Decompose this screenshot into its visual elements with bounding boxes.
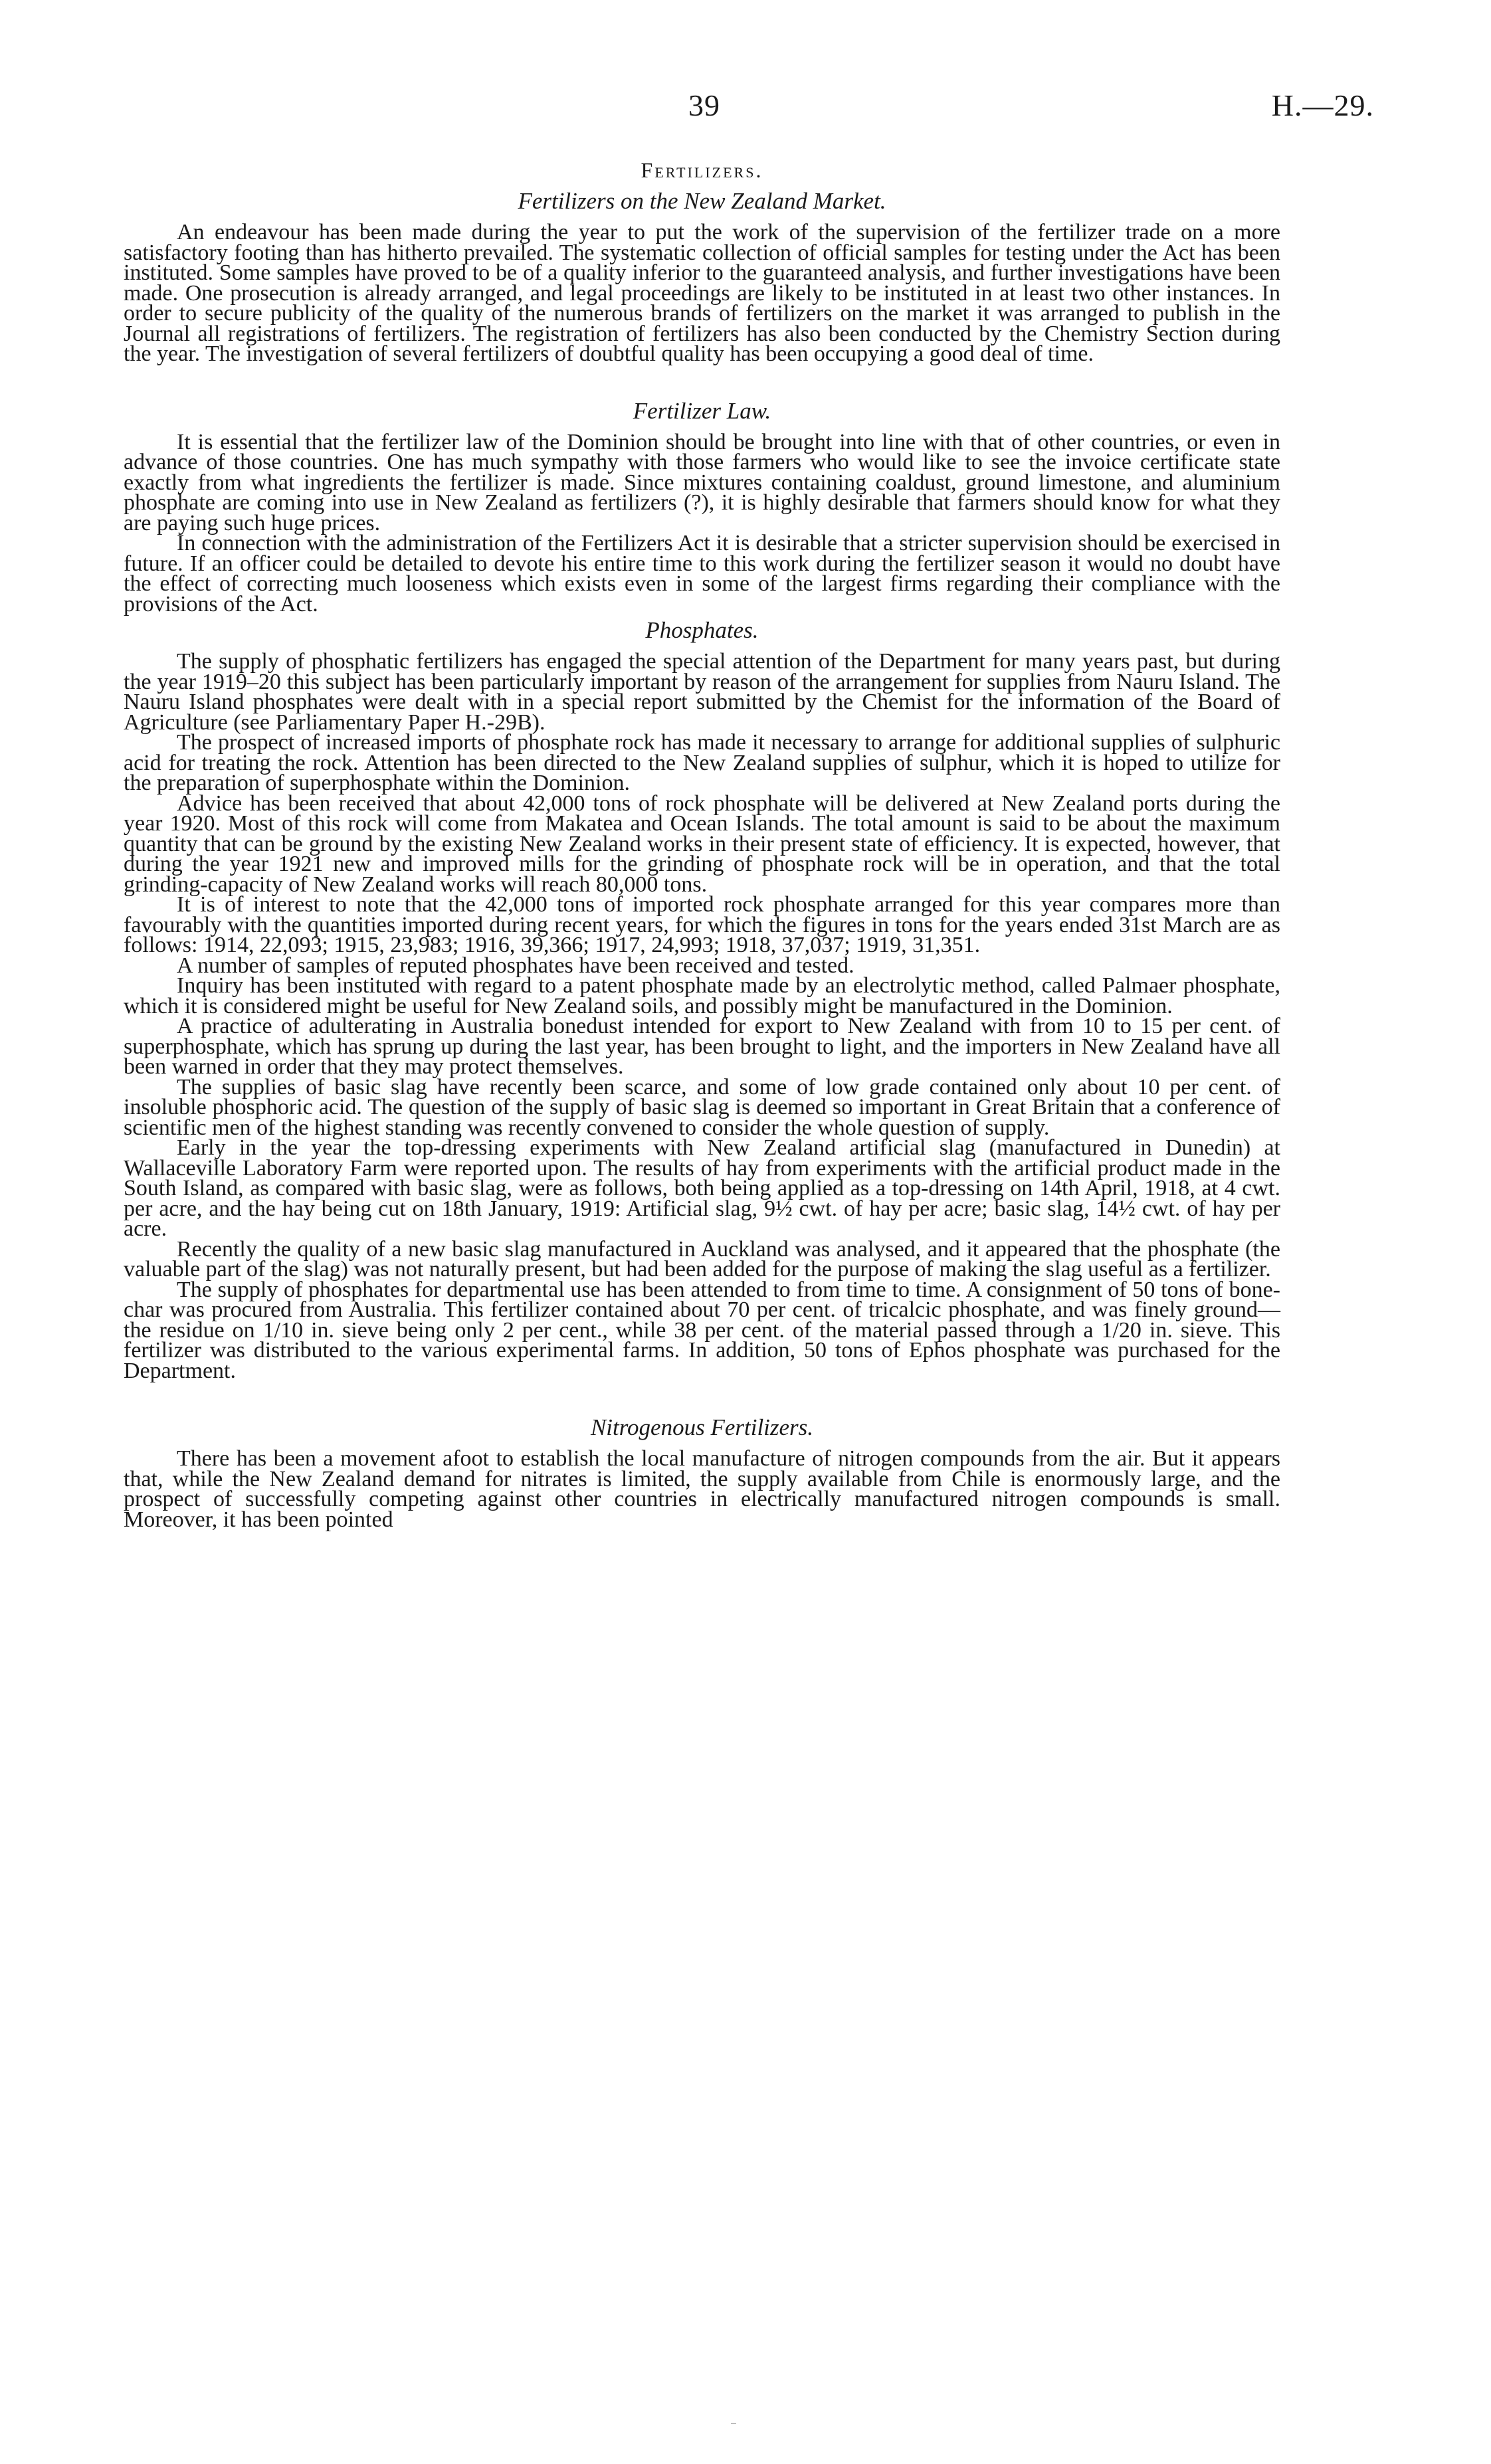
section-heading-law: Fertilizer Law. — [633, 397, 771, 424]
paragraph: The supplies of basic slag have recently been scarce, and some of low grade contained only about 10 per cent. of insoluble phosphoric acid. The question of the supply of basic slag is deemed so important in Great Britain that a conference of scientific men of the highest standing was recently convened to consider the whole question of supply. — [124, 1074, 1280, 1140]
section-heading-nitrogenous: Nitrogenous Fertilizers. — [590, 1414, 814, 1440]
document-body — [124, 158, 1280, 1530]
main-heading: Fertilizers. — [641, 158, 763, 182]
paragraph: It is of interest to note that the 42,000 tons of imported rock phosphate arranged for this year compares more than favourably with the quantities imported during recent years, for which the figures in tons for the years ended 31st March are as follows: 1914, 22,093; 1915, 23,983; 1916, 39,366; 1917, 24,993; 1918, 37,037; 1919, 31,351. — [124, 892, 1280, 957]
paragraph: A practice of adulterating in Australia bonedust intended for export to New Zealand with from 10 to 15 per cent. of superphosphate, which has sprung up during the last year, has been brought to light, and the importers in New Zealand have all been warned in order that they may protect themselves. — [124, 1014, 1280, 1079]
paragraph: An endeavour has been made during the year to put the work of the supervision of the fertilizer trade on a more satisfactory footing than has hitherto prevailed. The systematic collection of official samples for testing under the Act has been instituted. Some samples have proved to be of a quality inferior to the guaranteed analysis, and further investigations have been made. One prosecution is already arranged, and legal proceedings are likely to be instituted in at least two other instances. In order to secure publicity of the quality of the numerous brands of fertilizers on the market it was arranged to publish in the Journal all registrations of fertilizers. The registration of fertilizers has also been conducted by the Chemistry Section during the year. The investigation of several fertilizers of doubtful quality has been occupying a good deal of time. — [124, 220, 1280, 366]
paragraph: The supply of phosphatic fertilizers has engaged the special attention of the Department for many years past, but during the year 1919–20 this subject has been particularly important by reason of the arrangement for supplies from Nauru Island. The Nauru Island phosphates were dealt with in a special report submitted by the Chemist for the information of the Board of Agriculture (see Parliamentary Paper H.-29B). — [124, 649, 1280, 735]
paragraph: In connection with the administration of the Fertilizers Act it is desirable that a stricter supervision should be exercised in future. If an officer could be detailed to devote his entire time to this work during the fertilizer season it would no doubt have the effect of correcting much looseness which exists even in some of the largest firms regarding their compliance with the provisions of the Act. — [124, 531, 1280, 616]
paragraph: The supply of phosphates for departmental use has been attended to from time to time. A consignment of 50 tons of bone-char was procured from Australia. This fertilizer contained about 70 per cent. of tricalcic phosphate, and was finely ground—the residue on 1/10 in. sieve being only 2 per cent., while 38 per cent. of the material passed through a 1/20 in. sieve. This fertilizer was distributed to the various experimental farms. In addition, 50 tons of Ephos phosphate was purchased for the Department. — [124, 1277, 1280, 1383]
paragraph: Advice has been received that about 42,000 tons of rock phosphate will be delivered at New Zealand ports during the year 1920. Most of this rock will come from Makatea and Ocean Islands. The total amount is said to be about the maximum quantity that can be ground by the existing New Zealand works in their present state of efficiency. It is expected, however, that during the year 1921 new and improved mills for the grinding of phosphate rock will be in operation, and that the total grinding-capacity of New Zealand works will reach 80,000 tons. — [124, 791, 1280, 897]
paragraph: Recently the quality of a new basic slag manufactured in Auckland was analysed, and it appeared that the phosphate (the valuable part of the slag) was not naturally present, but had been added for the purpose of making the slag useful as a fertilizer. — [124, 1236, 1280, 1281]
paragraph: A number of samples of reputed phosphates have been received and tested. — [177, 953, 854, 978]
footer-mark — [731, 2423, 736, 2424]
paper-code: H.—29. — [1271, 88, 1374, 122]
paragraph: It is essential that the fertilizer law of the Dominion should be brought into line with that of other countries, or even in advance of those countries. One has much sympathy with those farmers who would like to see the invoice certificate state exactly from what ingredients the fertilizer is made. Since mixtures containing coaldust, ground limestone, and aluminium phosphate are coming into use in New Zealand as fertilizers (?), it is highly desirable that farmers should know for what they are paying such huge prices. — [124, 429, 1280, 535]
paragraph: Early in the year the top-dressing experiments with New Zealand artificial slag (manufactured in Dunedin) at Wallaceville Laboratory Farm were reported upon. The results of hay from experiments with the artificial product made in the South Island, as compared with basic slag, were as follows, both being applied as a top-dressing on 14th April, 1918, at 4 cwt. per acre, and the hay being cut on 18th January, 1919: Artificial slag, 9½ cwt. of hay per acre; basic slag, 14½ cwt. of hay per acre. — [124, 1135, 1280, 1241]
section-heading-market: Fertilizers on the New Zealand Market. — [518, 188, 886, 214]
paragraph: Inquiry has been instituted with regard to a patent phosphate made by an electrolytic method, called Palmaer phosphate, which it is considered might be useful for New Zealand soils, and possibly might be manufactured in the Dominion. — [124, 973, 1280, 1018]
paragraph: The prospect of increased imports of phosphate rock has made it necessary to arrange for additional supplies of sulphuric acid for treating the rock. Attention has been directed to the New Zealand supplies of sulphur, which it is hoped to utilize for the preparation of superphosphate within the Dominion. — [124, 730, 1280, 795]
paragraph: There has been a movement afoot to establish the local manufacture of nitrogen compounds from the air. But it appears that, while the New Zealand demand for nitrates is limited, the supply available from Chile is enormously large, and the prospect of successfully competing against other countries in electrically manufactured nitrogen compounds is small. Moreover, it has been pointed — [124, 1446, 1280, 1532]
section-heading-phosphates: Phosphates. — [645, 617, 759, 643]
page-number: 39 — [688, 88, 720, 122]
